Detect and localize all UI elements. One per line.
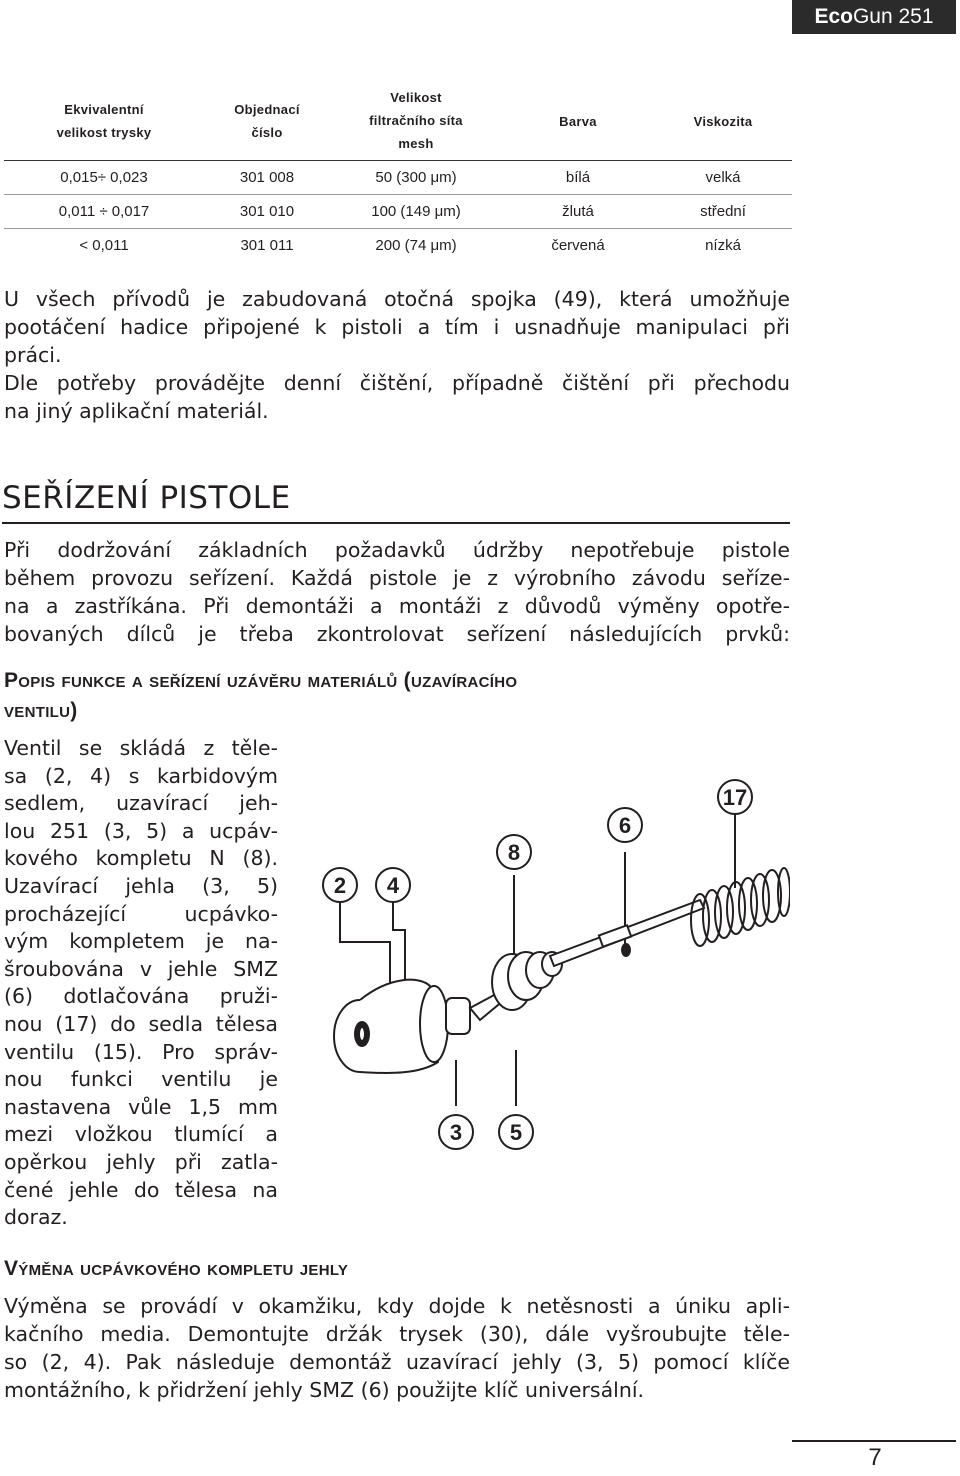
text-line: so (2, 4). Pak následuje demontáž uzavírací jehly (3, 5) pomocí klíče — [4, 1350, 790, 1374]
brand-badge: Eco Gun 251 — [792, 0, 956, 34]
table-row — [4, 229, 792, 262]
text-line: sedlem, uzavírací jeh- — [4, 791, 278, 816]
text-line: Uzavírací jehla (3, 5) — [4, 873, 278, 898]
cell-color: bílá — [565, 169, 591, 186]
text-line: během provozu seřízení. Každá pistole je z výrobního závodu seřízе- — [4, 566, 790, 590]
text-line: vým kompletem je na- — [4, 929, 278, 954]
valve-description — [4, 735, 278, 1232]
text-line: čené jehle do tělesa na — [4, 1177, 278, 1202]
paragraph-gland-replacement — [4, 1292, 790, 1404]
text-line: ventilu (15). Pro správ- — [4, 1039, 278, 1064]
callout-label: 4 — [386, 873, 400, 898]
text-line: sa (2, 4) s karbidovým — [4, 763, 278, 788]
valve-assembly-diagram — [300, 770, 790, 1170]
text-line: pootáčení hadice připojené k pistoli a tím i usnadňuje manipulaci při — [4, 315, 790, 339]
col-header-filter-size: Velikost filtračního síta mesh — [369, 90, 463, 151]
text-line: opěrkou jehly při zatla- — [4, 1149, 278, 1174]
col-header-color: Barva — [559, 114, 597, 129]
subheading-line: Výměna ucpávkového kompletu jehly — [4, 1257, 349, 1280]
subheading-line: Popis funkce a seřízení uzávěru materiálů (uzavíracího — [4, 669, 518, 692]
text-line: doraz. — [4, 1205, 68, 1230]
callout-label: 6 — [618, 813, 632, 838]
text-line: kačního media. Demontujte držák trysek (30), dále vyšroubujte těle- — [4, 1322, 790, 1346]
table-header — [4, 84, 792, 161]
text-line: na jiný aplikační materiál. — [4, 399, 269, 423]
subheading-gland-replacement — [4, 1254, 348, 1284]
cell-order-number: 301 010 — [239, 203, 295, 220]
cell-nozzle: 0,015÷ 0,023 — [60, 169, 148, 186]
callout-label: 5 — [509, 1120, 523, 1145]
callout-label: 3 — [449, 1120, 463, 1145]
cell-filter: 200 (74 μm) — [375, 237, 457, 254]
cell-color: žlutá — [562, 203, 594, 220]
table-row — [4, 195, 792, 229]
callout-label: 2 — [333, 873, 347, 898]
text-line: šroubována v jehle SMZ — [4, 956, 278, 981]
cell-viscosity: velká — [705, 169, 741, 186]
paragraph-adjustment — [4, 536, 790, 648]
col-header-order-number: Objednací číslo — [234, 102, 300, 140]
col-header-viscosity: Viskozita — [693, 114, 753, 129]
cell-filter: 100 (149 μm) — [371, 203, 461, 220]
cell-filter: 50 (300 μm) — [375, 169, 457, 186]
text-line: práci. — [4, 343, 62, 367]
table-row — [4, 161, 792, 195]
text-line: bovaných dílců je třeba zkontrolovat seřízení následujících prvků: — [4, 622, 790, 646]
text-line: nastavena vůle 1,5 mm — [4, 1094, 278, 1119]
cell-viscosity: střední — [700, 203, 746, 220]
page-number: 7 — [868, 1444, 882, 1471]
section-title: SEŘÍZENÍ PISTOLE — [2, 480, 790, 524]
text-line: Dle potřeby provádějte denní čištění, případně čištění při přechodu — [4, 371, 790, 395]
col-header-nozzle: Ekvivalentní velikost trysky — [56, 102, 152, 140]
cell-nozzle: < 0,011 — [79, 237, 129, 254]
callout-label: 8 — [507, 840, 521, 865]
nozzle-table — [4, 84, 792, 262]
cell-order-number: 301 008 — [239, 169, 295, 186]
text-line: Při dodržování základních požadavků údržby nepotřebuje pistole — [4, 538, 790, 562]
subheading-valve — [4, 666, 517, 726]
cell-order-number: 301 011 — [240, 237, 294, 254]
text-line: nou (17) do sedla tělesa — [4, 1011, 278, 1036]
text-line: kového kompletu N (8). — [4, 846, 278, 871]
text-line: montážního, k přidržení jehly SMZ (6) použijte klíč universální. — [4, 1378, 645, 1402]
text-line: mezi vložkou tlumící a — [4, 1122, 278, 1147]
text-line: Výměna se provádí v okamžiku, kdy dojde k netěsnosti a úniku apli- — [4, 1294, 790, 1318]
text-line: (6) dotlačována pruži- — [4, 984, 278, 1009]
text-line: lou 251 (3, 5) a ucpáv- — [4, 818, 278, 843]
subheading-line: ventilu) — [4, 699, 78, 722]
callout-label: 17 — [722, 785, 748, 810]
cell-color: červená — [551, 237, 605, 254]
text-line: na a zastříkána. Při demontáži a montáži z důvodů výměny opotře- — [4, 594, 790, 618]
text-line: nou funkci ventilu je — [4, 1067, 278, 1092]
paragraph-swivel — [4, 285, 790, 425]
text-line: U všech přívodů je zabudovaná otočná spojka (49), která umožňuje — [4, 287, 790, 311]
cell-nozzle: 0,011 ÷ 0,017 — [58, 203, 150, 220]
text-line: procházející ucpávko- — [4, 901, 278, 926]
cell-viscosity: nízká — [705, 237, 741, 254]
text-line: Ventil se skládá z těle- — [4, 736, 278, 760]
